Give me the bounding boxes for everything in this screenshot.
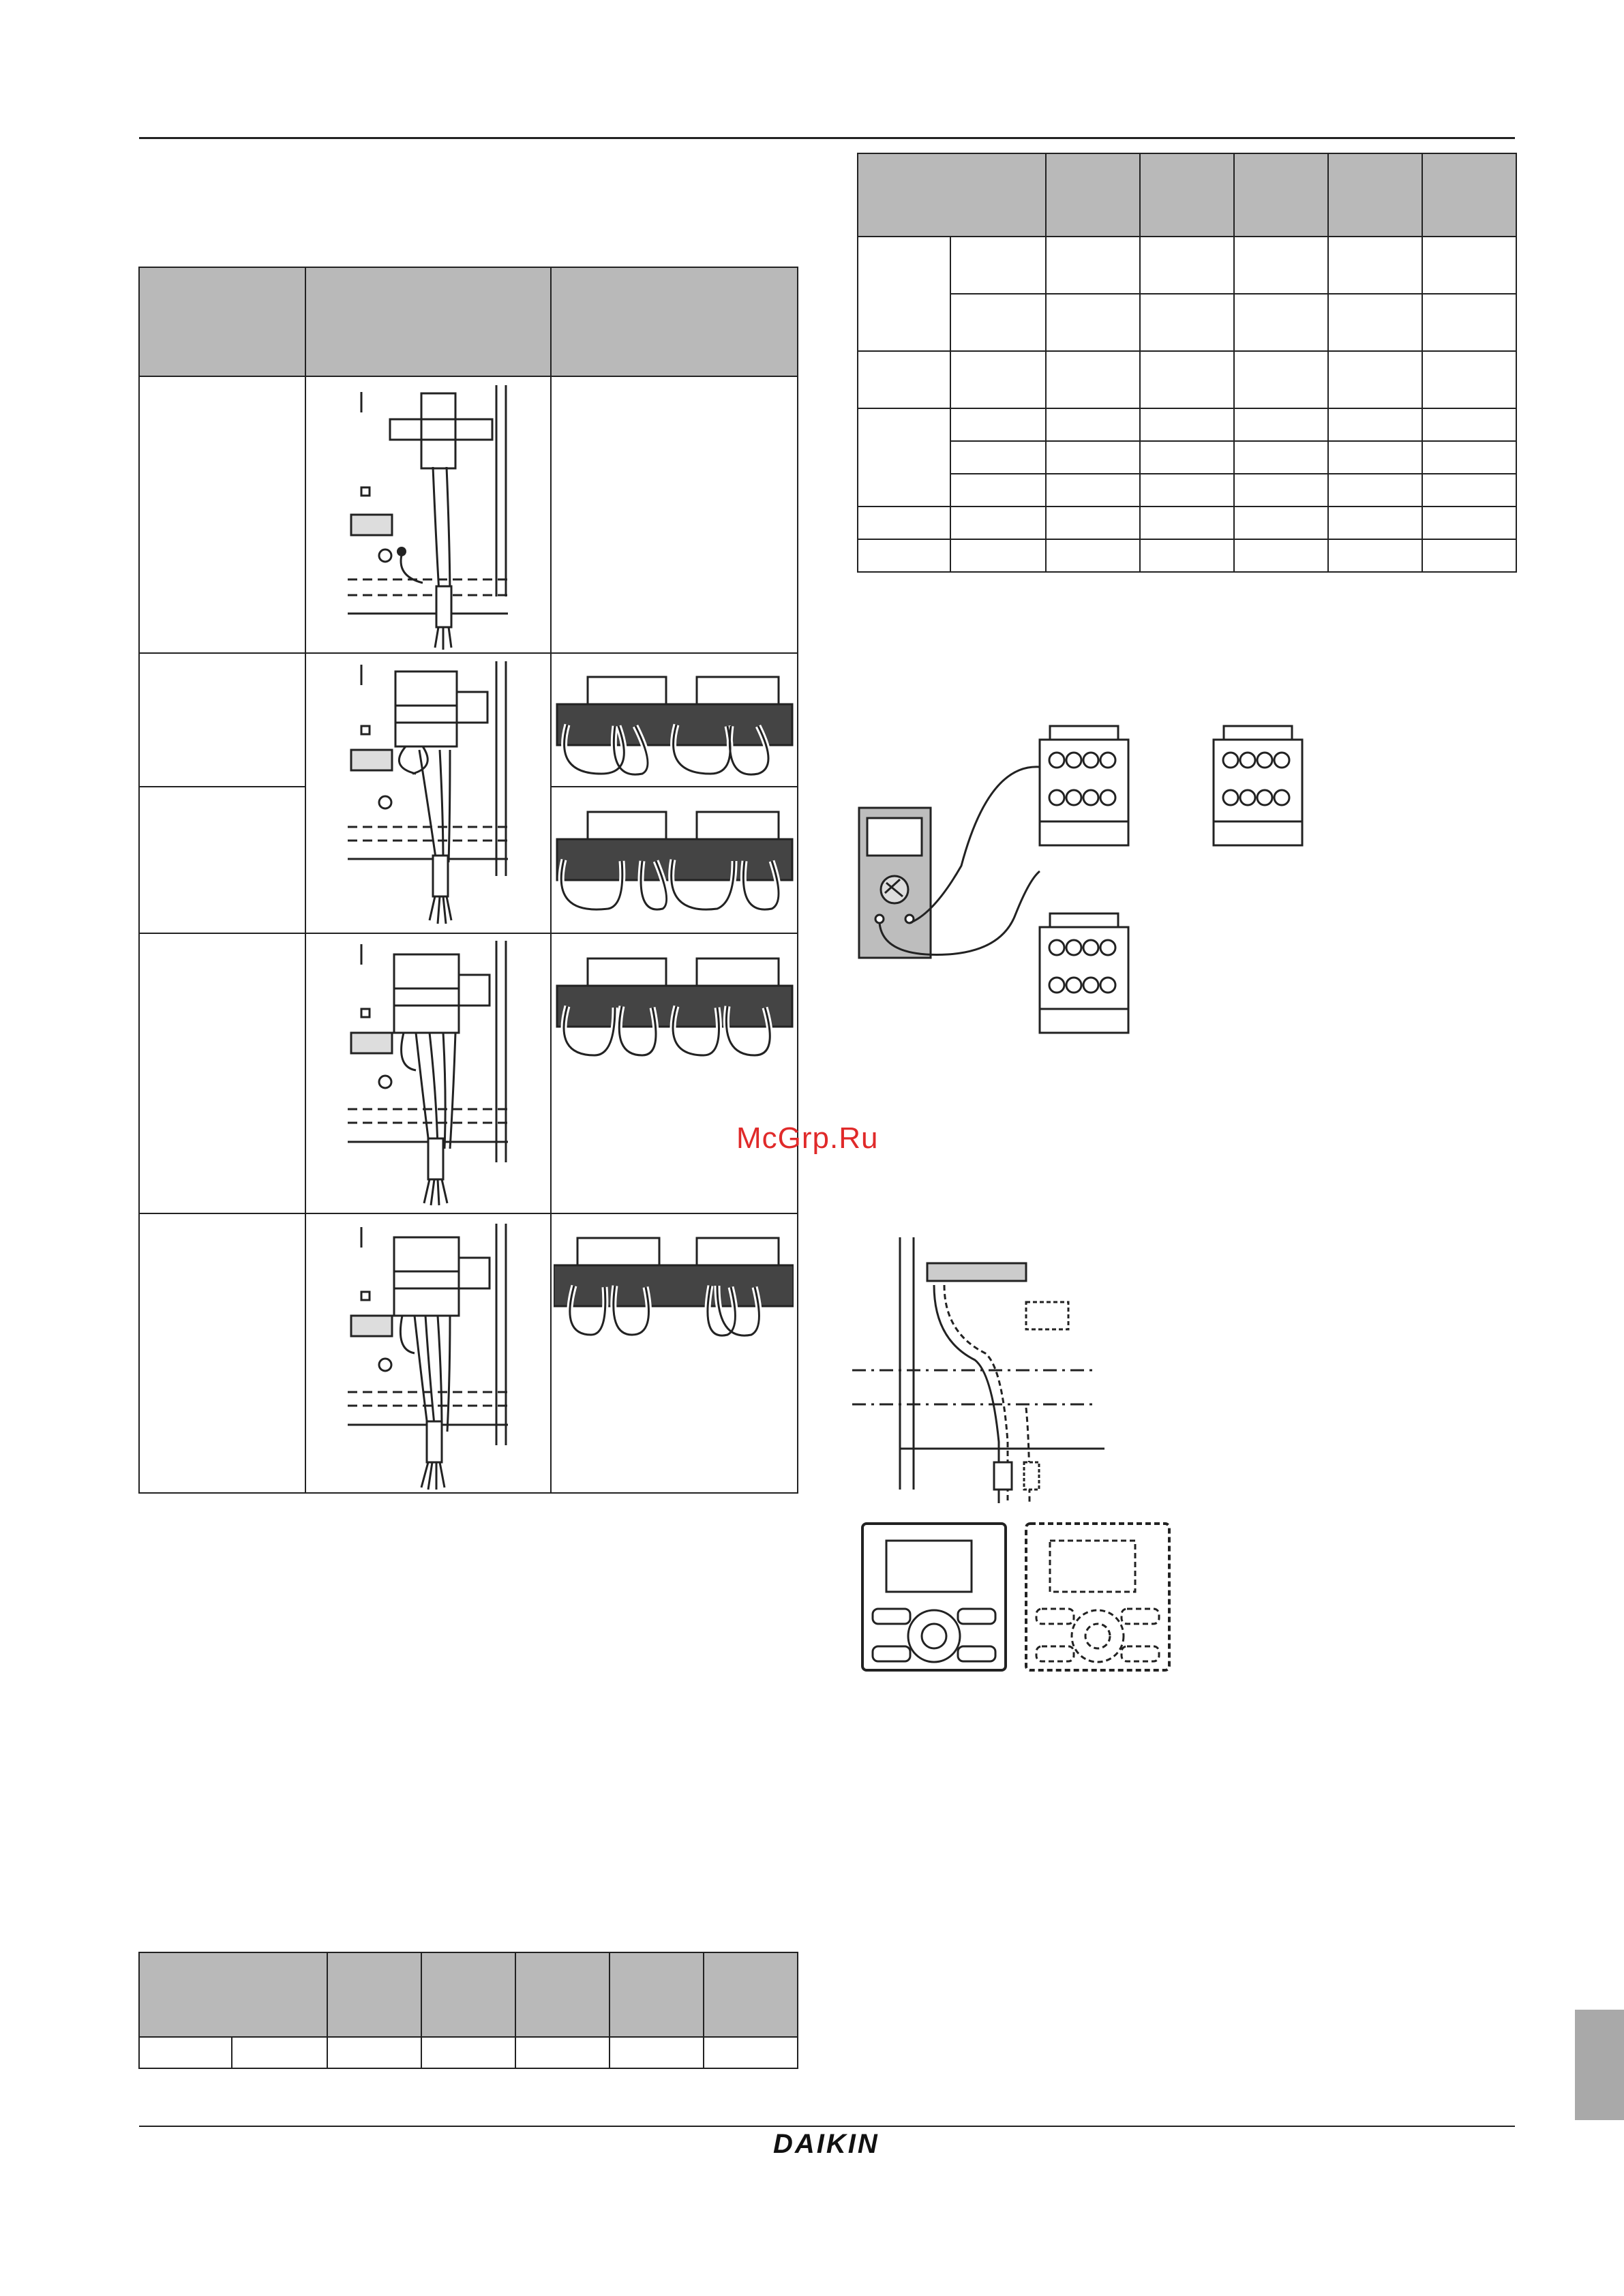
table-cell xyxy=(858,237,950,351)
option-label-cell xyxy=(139,933,305,1213)
table-cell xyxy=(610,2037,704,2068)
table-cell xyxy=(1234,408,1328,441)
table-cell xyxy=(950,441,1046,474)
table-cell xyxy=(858,507,950,539)
table-cell xyxy=(327,2037,421,2068)
table-cell xyxy=(1046,507,1140,539)
header-cell xyxy=(704,1952,798,2037)
table-cell xyxy=(1422,507,1516,539)
header-cell xyxy=(1328,153,1422,237)
table-cell xyxy=(1140,474,1234,507)
switchbox-diagram-4 xyxy=(341,1220,518,1493)
table-cell xyxy=(950,237,1046,294)
table-header-row xyxy=(139,267,798,376)
section-tab xyxy=(1575,2010,1624,2120)
table-row xyxy=(858,441,1516,474)
table-cell xyxy=(1140,441,1234,474)
table-cell xyxy=(950,351,1046,408)
table-cell xyxy=(1140,237,1234,294)
spec-table-top xyxy=(857,153,1517,573)
option-label-cell xyxy=(139,787,305,933)
diagram-cell xyxy=(551,376,798,653)
table-cell xyxy=(1328,351,1422,408)
table-cell xyxy=(1234,507,1328,539)
table-cell xyxy=(1422,441,1516,474)
table-cell xyxy=(858,351,950,408)
multimeter-diagram xyxy=(852,709,1329,1091)
table-row xyxy=(858,474,1516,507)
switchbox-diagram-3 xyxy=(341,937,518,1210)
table-cell xyxy=(421,2037,515,2068)
header-cell xyxy=(610,1952,704,2037)
table-row xyxy=(858,237,1516,294)
switchbox-diagram-1 xyxy=(341,378,518,651)
table-cell xyxy=(1328,441,1422,474)
switchbox-diagram-2 xyxy=(341,658,518,931)
table-cell xyxy=(1046,539,1140,572)
daikin-logo: DAIKIN xyxy=(773,2129,879,2159)
table-cell xyxy=(950,294,1046,351)
header-cell xyxy=(327,1952,421,2037)
table-cell xyxy=(1328,294,1422,351)
table-cell xyxy=(1046,351,1140,408)
table-cell xyxy=(1422,539,1516,572)
header-cell xyxy=(1046,153,1140,237)
terminal-block-1 xyxy=(1040,726,1128,845)
table-row xyxy=(858,408,1516,441)
table-row xyxy=(139,2037,798,2068)
watermark-text: McGrp.Ru xyxy=(736,1121,879,1155)
table-cell xyxy=(1046,474,1140,507)
table-cell xyxy=(1328,539,1422,572)
table-cell xyxy=(950,507,1046,539)
header-cell xyxy=(551,267,798,376)
option-label-cell xyxy=(139,1213,305,1493)
table-cell xyxy=(1234,294,1328,351)
table-cell xyxy=(515,2037,610,2068)
terminal-bridge-diagram-2 xyxy=(554,806,794,926)
table-cell xyxy=(1046,237,1140,294)
table-header-row xyxy=(858,153,1516,237)
terminal-block-3 xyxy=(1040,913,1128,1033)
table-cell xyxy=(1234,441,1328,474)
table-cell xyxy=(1422,351,1516,408)
table-cell xyxy=(1046,408,1140,441)
header-cell xyxy=(1422,153,1516,237)
table-cell xyxy=(1234,539,1328,572)
table-cell xyxy=(1234,351,1328,408)
header-cell xyxy=(421,1952,515,2037)
option-label-cell xyxy=(139,653,305,787)
header-cell xyxy=(1140,153,1234,237)
table-cell xyxy=(1046,441,1140,474)
table-cell xyxy=(1140,351,1234,408)
remote-controller-icon xyxy=(862,1524,1006,1670)
table-cell xyxy=(1422,474,1516,507)
remote-controller-diagram xyxy=(852,1237,1179,1674)
table-cell xyxy=(1140,539,1234,572)
table-cell xyxy=(1422,237,1516,294)
header-rule xyxy=(139,137,1515,139)
table-cell xyxy=(1140,408,1234,441)
table-row xyxy=(858,294,1516,351)
table-cell xyxy=(1328,408,1422,441)
table-cell xyxy=(1328,474,1422,507)
table-cell xyxy=(1140,507,1234,539)
header-cell xyxy=(858,153,1046,237)
header-cell xyxy=(1234,153,1328,237)
header-cell xyxy=(139,1952,327,2037)
table-row xyxy=(858,351,1516,408)
table-cell xyxy=(704,2037,798,2068)
table-cell xyxy=(1140,294,1234,351)
table-cell xyxy=(1422,294,1516,351)
table-row xyxy=(858,507,1516,539)
footer-rule xyxy=(139,2126,1515,2127)
spec-table-bottom xyxy=(138,1952,798,2069)
header-cell xyxy=(139,267,305,376)
table-cell xyxy=(858,408,950,507)
header-cell xyxy=(305,267,551,376)
table-cell xyxy=(950,474,1046,507)
optional-remote-controller-icon xyxy=(1026,1524,1169,1670)
table-cell xyxy=(1422,408,1516,441)
table-header-row xyxy=(139,1952,798,2037)
table-cell xyxy=(1046,294,1140,351)
option-label-cell xyxy=(139,376,305,653)
terminal-bridge-diagram-3 xyxy=(554,953,794,1072)
table-cell xyxy=(139,2037,232,2068)
terminal-bridge-diagram-1 xyxy=(554,671,794,791)
terminal-block-2 xyxy=(1214,726,1302,845)
terminal-bridge-diagram-4 xyxy=(554,1233,794,1352)
table-cell xyxy=(950,408,1046,441)
table-cell xyxy=(1234,237,1328,294)
table-row xyxy=(858,539,1516,572)
table-cell xyxy=(232,2037,327,2068)
table-cell xyxy=(1328,237,1422,294)
table-cell xyxy=(950,539,1046,572)
table-cell xyxy=(858,539,950,572)
header-cell xyxy=(515,1952,610,2037)
table-cell xyxy=(1328,507,1422,539)
table-cell xyxy=(1234,474,1328,507)
